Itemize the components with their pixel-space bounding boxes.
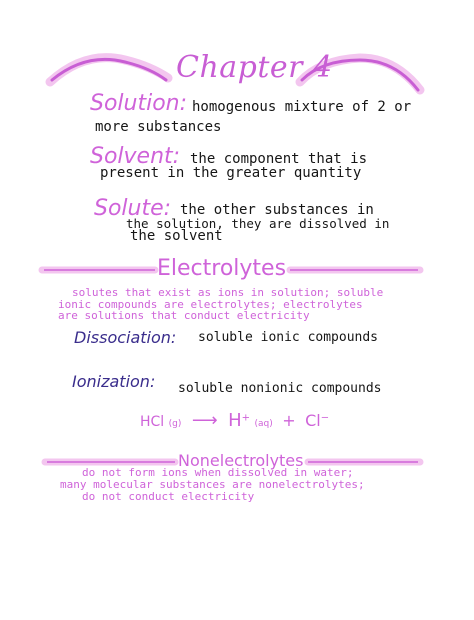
definition-solvent-line2: present in the greater quantity xyxy=(100,165,362,181)
nonelectrolytes-definition-line2: many molecular substances are nonelectrolytes; xyxy=(60,478,365,491)
term-solution: Solution: xyxy=(90,91,188,116)
electrolytes-heading: Electrolytes xyxy=(157,256,287,281)
electrolytes-definition-line1: solutes that exist as ions in solution; soluble xyxy=(72,286,384,299)
nonelectrolytes-heading: Nonelectrolytes xyxy=(178,451,304,470)
electrolytes-definition-line2: ionic compounds are electrolytes; electrolytes xyxy=(58,298,363,311)
equation-arrow: ⟶ xyxy=(191,410,218,431)
nonelectrolytes-definition-line3: do not conduct electricity xyxy=(82,490,255,503)
equation-cation: H xyxy=(228,410,242,431)
equation-plus: + xyxy=(282,411,296,430)
equation-reactant: HCl xyxy=(140,414,165,430)
definition-solute-line2: the solution, they are dissolved in xyxy=(126,216,390,231)
ionization-label: Ionization: xyxy=(72,372,156,391)
definition-solute-line3: the solvent xyxy=(130,228,223,244)
ionization-description: soluble nonionic compounds xyxy=(178,381,382,396)
page-title: Chapter 4 xyxy=(176,50,333,85)
dissociation-label: Dissociation: xyxy=(74,328,177,347)
definition-solution-line1: homogenous mixture of 2 or xyxy=(192,99,412,115)
equation-anion-charge: − xyxy=(320,412,330,424)
term-solute: Solute: xyxy=(94,196,172,221)
definition-solvent-line1: the component that is xyxy=(190,151,368,167)
equation-cation-charge: + xyxy=(241,412,251,424)
definition-solution-line2: more substances xyxy=(95,119,222,135)
ionization-equation xyxy=(140,410,329,431)
definition-solute-line1: the other substances in xyxy=(180,202,374,218)
electrolytes-definition-line3: are solutions that conduct electricity xyxy=(58,309,310,322)
term-solvent: Solvent: xyxy=(90,144,181,169)
dissociation-description: soluble ionic compounds xyxy=(198,330,379,345)
equation-reactant-state: (g) xyxy=(168,419,182,429)
nonelectrolytes-definition-line1: do not form ions when dissolved in water; xyxy=(82,466,354,479)
equation-anion: Cl xyxy=(305,411,321,430)
equation-cation-state: (aq) xyxy=(254,419,273,429)
